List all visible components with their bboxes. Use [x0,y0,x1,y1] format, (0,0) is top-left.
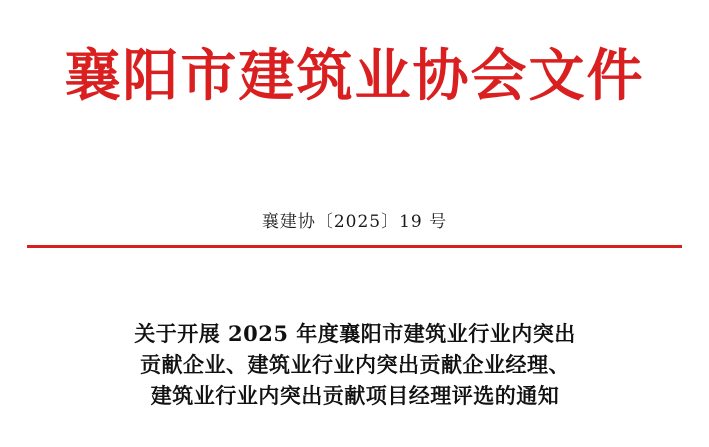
document-number-text: 襄建协〔2025〕19 号 [261,212,448,232]
red-separator-rule [27,245,682,248]
document-title-line-1: 关于开展 2025 年度襄阳市建筑业行业内突出 [134,321,576,346]
document-title-line-3: 建筑业行业内突出贡献项目经理评选的通知 [150,383,560,408]
masthead [0,44,709,109]
document-number [0,207,709,232]
document-title-line-2: 贡献企业、建筑业行业内突出贡献企业经理、 [140,352,570,377]
masthead-title: 襄阳市建筑业协会文件 [64,43,645,109]
document-title [55,318,655,411]
